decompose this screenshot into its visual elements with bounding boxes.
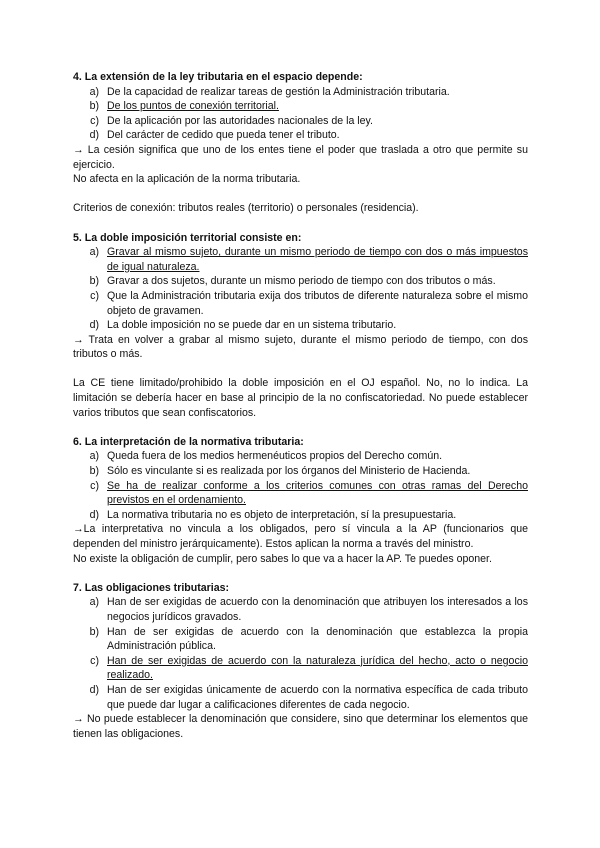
option-a — [73, 595, 528, 624]
option-text: Gravar a dos sujetos, durante un mismo periodo de tiempo con dos tributos o más. — [107, 275, 496, 288]
note: No existe la obligación de cumplir, pero sabes lo que va a hacer la AP. Te puedes oponer. — [73, 552, 492, 565]
option-letter: c) — [90, 114, 99, 127]
option-text: La normativa tributaria no es objeto de interpretación, sí la presupuestaria. — [107, 508, 457, 521]
option-letter: d) — [89, 683, 99, 696]
option-letter: b) — [89, 465, 99, 478]
spacer — [73, 362, 528, 377]
options-list — [73, 245, 528, 333]
spacer — [73, 566, 528, 581]
option-text-correct: Han de ser exigidas de acuerdo con la naturaleza jurídica del hecho, acto o negocio realizado. — [107, 654, 528, 682]
options-list — [73, 449, 528, 522]
options-list — [73, 595, 528, 712]
option-c — [73, 479, 528, 508]
option-letter: d) — [89, 508, 99, 521]
option-letter: d) — [89, 319, 99, 332]
question-title: 5. La doble imposición territorial consiste en: — [73, 231, 302, 244]
spacer — [73, 420, 528, 435]
option-a — [73, 449, 528, 464]
question-5 — [73, 231, 528, 421]
option-a — [73, 85, 528, 100]
question-title: 7. Las obligaciones tributarias: — [73, 581, 230, 594]
question-title: 6. La interpretación de la normativa tributaria: — [73, 435, 304, 448]
option-c — [73, 289, 528, 318]
note: → No puede establecer la denominación que considere, sino que determinar los elementos que tienen las obligaciones. — [73, 713, 528, 740]
option-c — [73, 654, 528, 683]
option-text: Queda fuera de los medios hermenéuticos propios del Derecho común. — [107, 450, 443, 463]
option-b — [73, 625, 528, 654]
option-text-correct: De los puntos de conexión territorial. — [107, 100, 279, 113]
question-title: 4. La extensión de la ley tributaria en el espacio depende: — [73, 71, 363, 83]
option-c — [73, 114, 528, 129]
option-text: La doble imposición no se puede dar en un sistema tributario. — [107, 319, 397, 332]
note: →La interpretativa no vincula a los obligados, pero sí vincula a la AP (funcionarios que dependen del ministro jerárquicamente). Estos aplican la norma a través del ministro. — [73, 523, 528, 550]
option-letter: c) — [90, 654, 99, 667]
question-7 — [73, 581, 528, 742]
option-letter: d) — [89, 129, 99, 142]
option-letter: a) — [89, 596, 99, 609]
option-text: Sólo es vinculante si es realizada por los órganos del Ministerio de Hacienda. — [107, 465, 471, 478]
option-text: Que la Administración tributaria exija dos tributos de diferente naturaleza sobre el mismo objeto de gravamen. — [107, 289, 528, 317]
option-letter: a) — [89, 450, 99, 463]
spacer — [73, 187, 528, 202]
options-list — [73, 85, 528, 143]
option-letter: c) — [90, 289, 99, 302]
option-b — [73, 274, 528, 289]
option-text: Han de ser exigidas únicamente de acuerdo con la normativa específica de cada tributo que puede dar lugar a calificaciones diferentes de cada negocio. — [107, 683, 528, 711]
note: No afecta en la aplicación de la norma tributaria. — [73, 173, 301, 186]
option-text-correct: Gravar al mismo sujeto, durante un mismo periodo de tiempo con dos o más impuestos de igual naturaleza. — [107, 246, 528, 273]
option-letter: a) — [89, 85, 99, 98]
option-letter: b) — [89, 275, 99, 288]
option-d — [73, 128, 528, 143]
option-text: Del carácter de cedido que pueda tener el tributo. — [107, 129, 340, 142]
option-text: De la capacidad de realizar tareas de gestión la Administración tributaria. — [107, 85, 450, 98]
option-letter: c) — [90, 479, 99, 492]
note: → Trata en volver a grabar al mismo sujeto, durante el mismo periodo de tiempo, con dos tributos o más. — [73, 333, 528, 361]
option-d — [73, 683, 528, 712]
option-text-correct: Se ha de realizar conforme a los criterios comunes con otras ramas del Derecho previstos en el ordenamiento. — [107, 479, 528, 507]
note: La CE tiene limitado/prohibido la doble imposición en el OJ español. No, no lo indica. La limitación se debería hacer en base al principio de la no confiscatoriedad. No puede establecer varios tributos que sean confiscatorios. — [73, 377, 528, 419]
option-b — [73, 464, 528, 479]
option-a — [73, 245, 528, 274]
note: Criterios de conexión: tributos reales (territorio) o personales (residencia). — [73, 202, 419, 215]
document-page — [73, 70, 528, 741]
question-6 — [73, 435, 528, 566]
option-text: Han de ser exigidas de acuerdo con la denominación que atribuyen los interesados a los negocios jurídicos gravados. — [107, 596, 528, 623]
option-letter: b) — [89, 100, 99, 113]
option-b — [73, 99, 528, 114]
option-d — [73, 508, 528, 523]
option-text: Han de ser exigidas de acuerdo con la denominación que establezca la propia Administración pública. — [107, 625, 528, 653]
question-4 — [73, 70, 528, 216]
option-text: De la aplicación por las autoridades nacionales de la ley. — [107, 114, 373, 127]
note: → La cesión significa que uno de los entes tiene el poder que traslada a otro que permite su ejercicio. — [73, 143, 528, 171]
option-letter: b) — [89, 625, 99, 638]
option-d — [73, 318, 528, 333]
spacer — [73, 216, 528, 231]
option-letter: a) — [89, 246, 99, 259]
